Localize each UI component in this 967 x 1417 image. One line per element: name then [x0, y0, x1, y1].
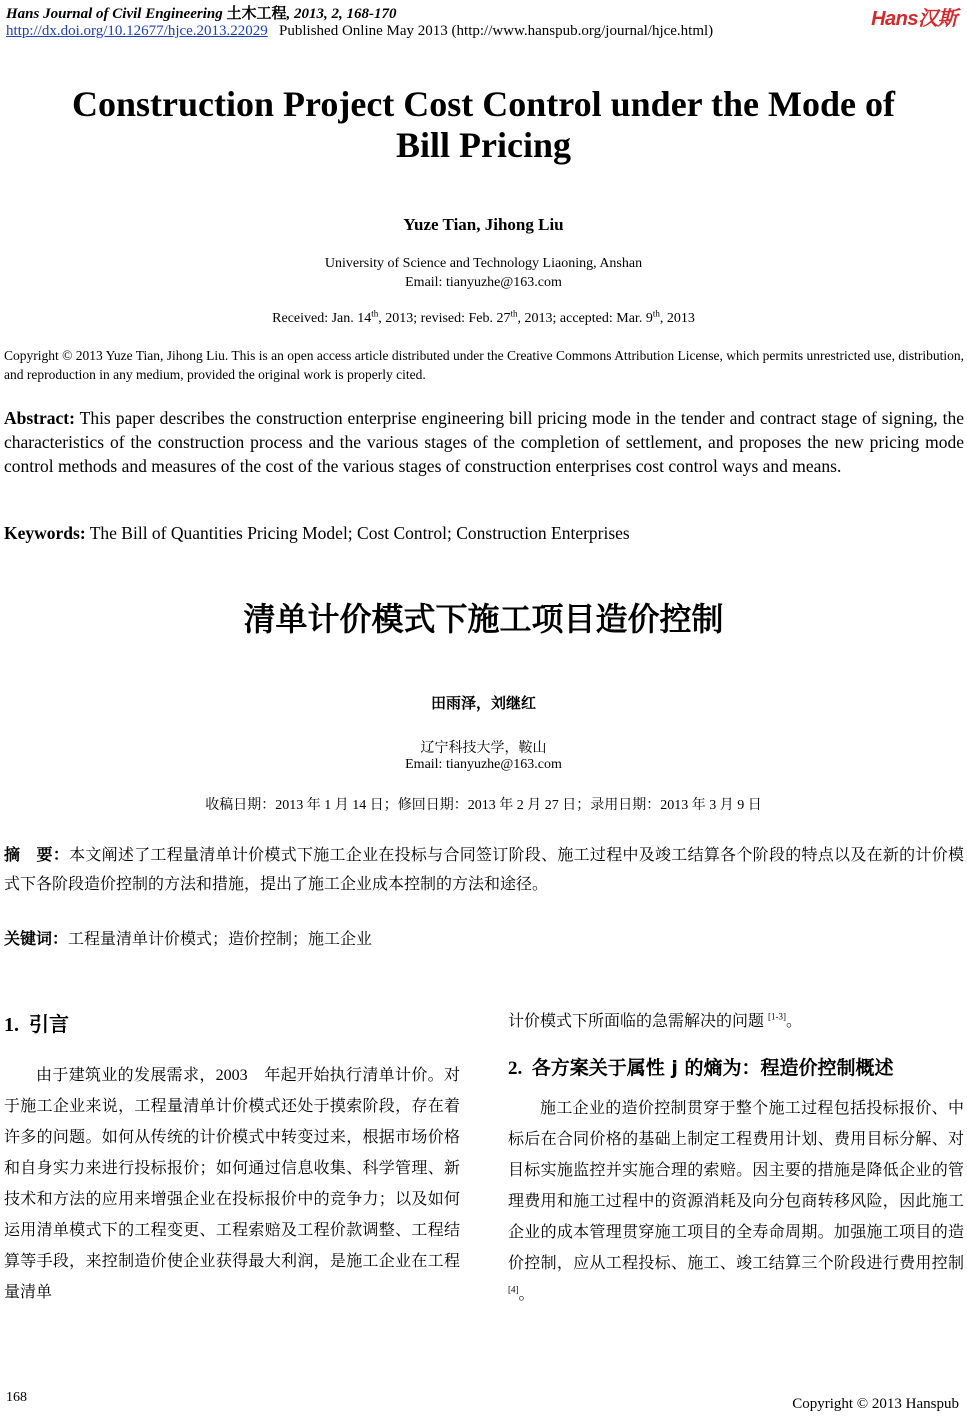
email-cn: Email: tianyuzhe@163.com [405, 757, 562, 772]
copyright-note: Copyright © 2013 Yuze Tian, Jihong Liu. This is an open access article distributed under the Creative Commons Attribution License, which permits unrestricted use, distribution, and reproduction in any medium, provided the original work is properly cited. [4, 348, 964, 382]
section-1-body [4, 1060, 460, 1308]
journal-issue: , 2013, 2, 168-170 [286, 6, 397, 22]
doi-line [6, 23, 713, 40]
page-number: 168 [6, 1390, 27, 1405]
abstract-cn-text: 本文阐述了工程量清单计价模式下施工企业在投标与合同签订阶段、施工过程中及竣工结算各个阶段的特点以及在新的计价模式下各阶段造价控制的方法和措施，提出了施工企业成本控制的方法和途径。 [4, 847, 964, 893]
title-line-2: Bill Pricing [396, 125, 571, 165]
dates-en: Received: Jan. 14th, 2013; revised: Feb. 27th, 2013; accepted: Mar. 9th, 2013 [272, 308, 695, 326]
abstract-en [4, 406, 964, 478]
hans-logo: Hans汉斯 [871, 8, 957, 30]
authors-cn: 田雨泽，刘继红 [430, 696, 536, 712]
section-2-body [508, 1093, 964, 1310]
email-en: Email: tianyuzhe@163.com [405, 275, 562, 290]
paper-title-en [0, 84, 967, 166]
journal-name-cn: 土木工程 [226, 6, 287, 22]
title-line-1: Construction Project Cost Control under the Mode of [72, 84, 895, 124]
journal-name: Hans Journal of Civil Engineering [6, 6, 223, 22]
section-2-number: 2. [508, 1058, 523, 1079]
keywords-en [4, 523, 630, 544]
keywords-text: The Bill of Quantities Pricing Model; Cost Control; Construction Enterprises [85, 523, 630, 543]
abstract-label: Abstract: [4, 408, 75, 428]
footer-copyright: Copyright © 2013 Hanspub [792, 1396, 959, 1412]
abstract-cn [4, 840, 964, 899]
authors-en: Yuze Tian, Jihong Liu [403, 215, 564, 234]
section-2-heading [508, 1053, 894, 1080]
keywords-cn-label: 关键词： [4, 929, 69, 948]
keywords-label: Keywords: [4, 523, 86, 543]
paper-title-cn: 清单计价模式下施工项目造价控制 [243, 600, 724, 638]
section-2-paragraph: 施工企业的造价控制贯穿于整个施工过程包括投标报价、中标后在合同价格的基础上制定工程费用计划、费用目标分解、对目标实施监控并实施合理的索赔。因主要的措施是降低企业的管理费用和施工过程中的资源消耗及向分包商转移风险，因此施工企业的成本管理贯穿施工项目的全寿命周期。加强施工项目的造价控制，应从工程投标、施工、竣工结算三个阶段进行费用控制[4]。 [508, 1100, 964, 1303]
keywords-cn-text: 工程量清单计价模式；造价控制；施工企业 [68, 931, 373, 948]
doi-link[interactable]: http://dx.doi.org/10.12677/hjce.2013.22029 [6, 23, 268, 39]
section-1-paragraph: 由于建筑业的发展需求，2003 年起开始执行清单计价。对于施工企业来说，工程量清单计价模式还处于摸索阶段，存在着许多的问题。如何从传统的计价模式中转变过来，根据市场价格和自身实力来进行投标报价；如何通过信息收集、科学管理、新技术和方法的应用来增强企业在投标报价中的竞争力；以及如何运用清单模式下的工程变更、工程索赔及工程价款调整、工程结算等手段，来控制造价使企业获得最大利润，是施工企业在工程量清单 [4, 1067, 460, 1301]
section-1-title: 引言 [29, 1012, 69, 1036]
dates-cn: 收稿日期：2013 年 1 月 14 日；修回日期：2013 年 2 月 27 日；录用日期：2013 年 3 月 9 日 [205, 798, 762, 813]
published-info: Published Online May 2013 (http://www.hanspub.org/journal/hjce.html) [279, 23, 714, 39]
citation-1-3: [1-3] [768, 1011, 787, 1022]
right-column-continuation: 计价模式下所面临的急需解决的问题 [1-3]。 [508, 1011, 803, 1030]
citation-4: [4] [508, 1284, 519, 1295]
section-1-heading [4, 1008, 69, 1037]
section-2-title: 各方案关于属性 j 的熵为：程造价控制概述 [531, 1057, 894, 1079]
journal-header [6, 2, 396, 23]
keywords-cn [4, 926, 372, 949]
affiliation-en: University of Science and Technology Liaoning, Anshan [324, 256, 643, 271]
abstract-text: This paper describes the construction enterprise engineering bill pricing mode in the tender and contract stage of signing, the characteristics of the construction process and the various stages of the completion of settlement, and proposes the new pricing mode control methods and measures of the cost of the various stages of construction enterprises cost control ways and means. [4, 408, 964, 476]
abstract-cn-label: 摘 要： [4, 845, 70, 864]
section-1-number: 1. [4, 1014, 19, 1036]
affiliation-cn: 辽宁科技大学，鞍山 [420, 741, 547, 756]
